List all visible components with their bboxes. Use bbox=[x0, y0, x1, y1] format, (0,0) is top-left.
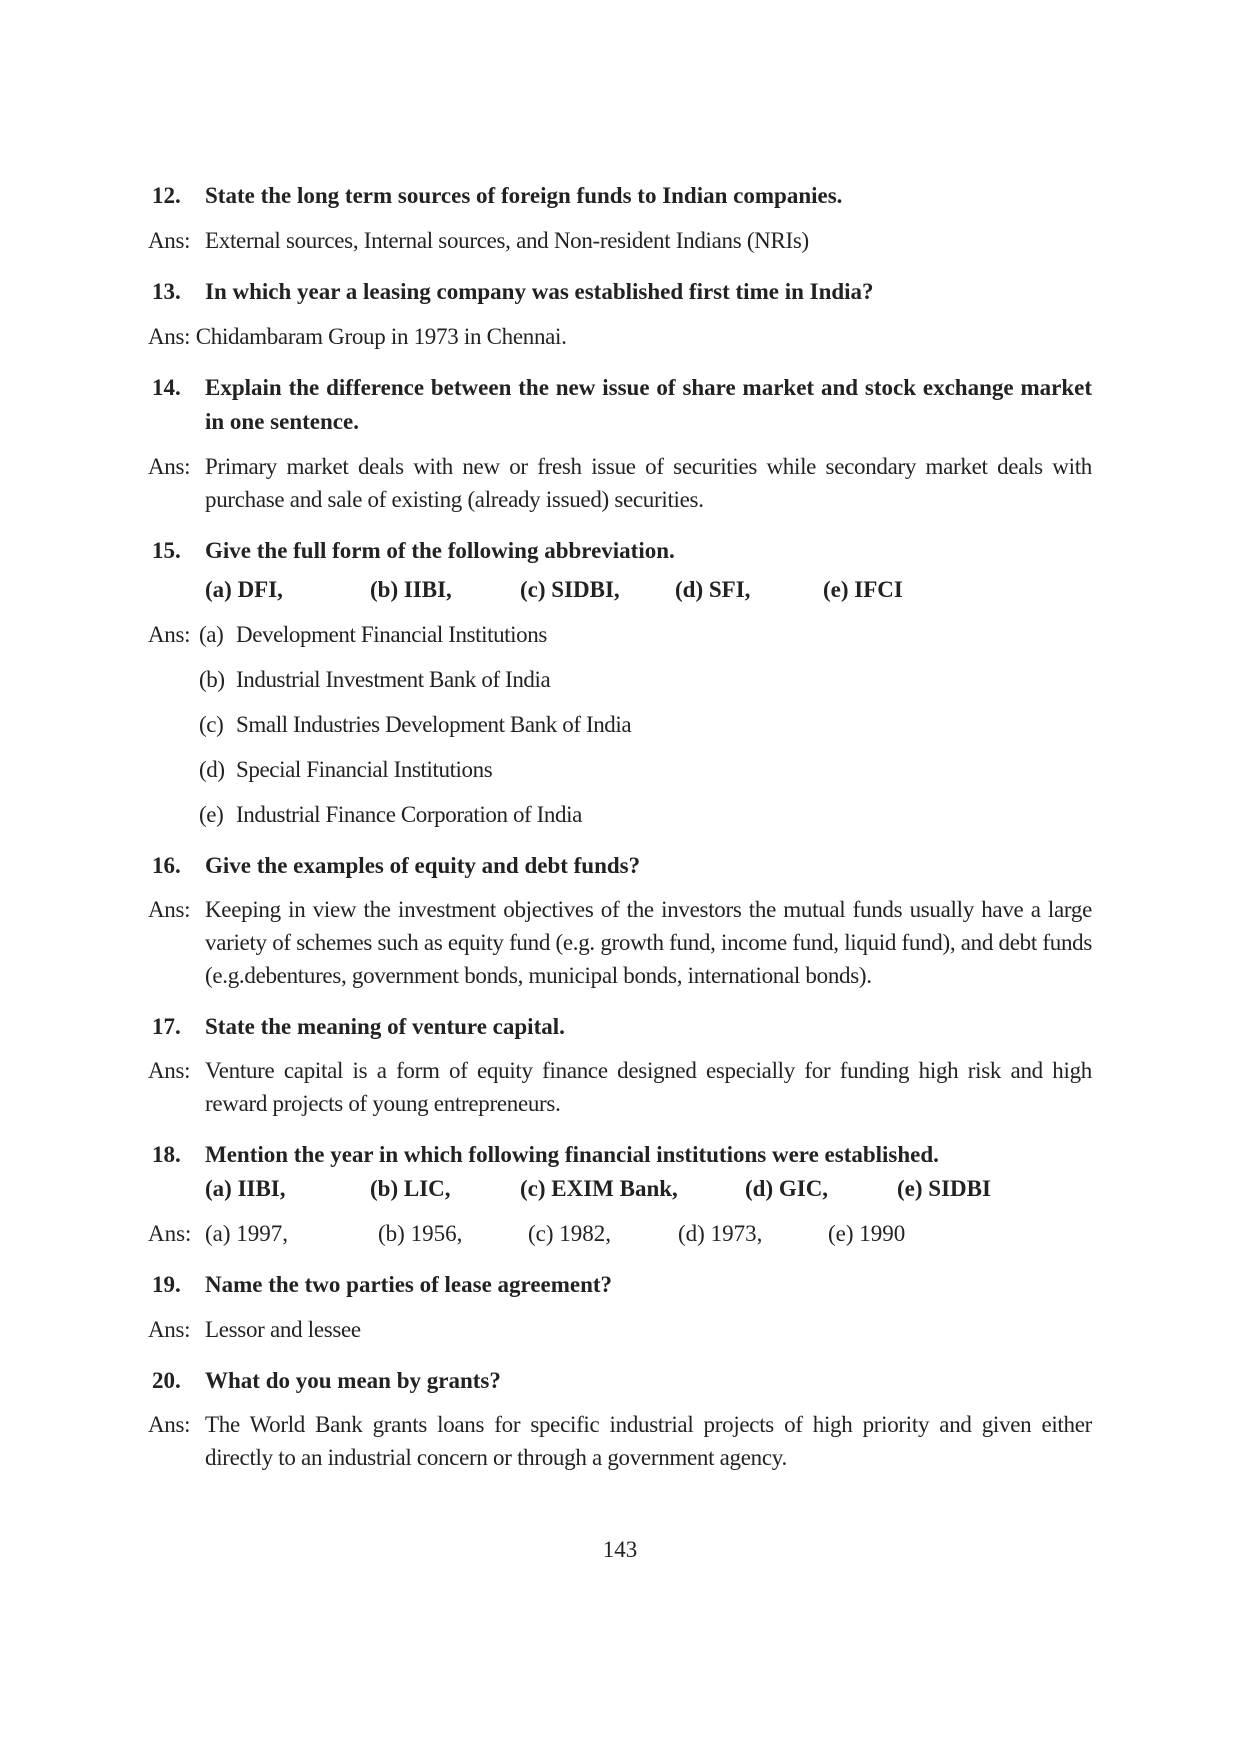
institution-item: (a) IIBI, bbox=[205, 1176, 286, 1201]
question-15 bbox=[152, 534, 1092, 568]
answer-16 bbox=[148, 893, 1092, 992]
question-number: 12. bbox=[152, 183, 181, 208]
question-text: Mention the year in which following financial institutions were established. bbox=[205, 1142, 939, 1167]
question-text: State the meaning of venture capital. bbox=[205, 1014, 565, 1039]
question-text: Give the examples of equity and debt funds? bbox=[205, 853, 641, 878]
question-text: In which year a leasing company was established first time in India? bbox=[205, 279, 874, 304]
answer-text: External sources, Internal sources, and Non-resident Indians (NRIs) bbox=[205, 228, 809, 253]
answer-label: Ans: bbox=[148, 1412, 191, 1437]
answer-label: Ans: bbox=[148, 622, 191, 647]
answer-text: Ans: Chidambaram Group in 1973 in Chennai. bbox=[148, 324, 567, 349]
question-number: 20. bbox=[152, 1368, 181, 1393]
answer-15-item-e bbox=[199, 798, 582, 831]
answer-label: Ans: bbox=[148, 1221, 192, 1246]
question-19 bbox=[152, 1268, 1092, 1302]
item-text: Special Financial Institutions bbox=[236, 757, 493, 782]
question-number: 19. bbox=[152, 1272, 181, 1297]
item-letter: (a) bbox=[199, 622, 224, 647]
question-number: 13. bbox=[152, 279, 181, 304]
question-number: 17. bbox=[152, 1014, 181, 1039]
answer-text: Lessor and lessee bbox=[205, 1317, 361, 1342]
answer-text: The World Bank grants loans for specific industrial projects of high priority and given either directly to an industrial concern or through a government agency. bbox=[205, 1412, 1092, 1470]
question-20 bbox=[152, 1364, 1092, 1398]
answer-label: Ans: bbox=[148, 1317, 191, 1342]
question-12 bbox=[152, 179, 1092, 213]
question-13 bbox=[152, 275, 1092, 309]
year-item: (a) 1997, bbox=[205, 1221, 289, 1246]
question-number: 18. bbox=[152, 1142, 181, 1167]
institution-item: (b) LIC, bbox=[370, 1176, 451, 1201]
answer-label: Ans: bbox=[148, 1058, 191, 1083]
abbreviation-item: (b) IIBI, bbox=[370, 577, 452, 602]
answer-label: Ans: bbox=[148, 897, 191, 922]
abbreviation-item: (e) IFCI bbox=[823, 577, 903, 602]
institution-item: (e) SIDBI bbox=[897, 1176, 991, 1201]
item-text: Industrial Finance Corporation of India bbox=[236, 802, 582, 827]
question-17 bbox=[152, 1010, 1092, 1044]
question-text: State the long term sources of foreign funds to Indian companies. bbox=[205, 183, 843, 208]
item-letter: (c) bbox=[199, 712, 224, 737]
item-letter: (e) bbox=[199, 802, 224, 827]
answer-19 bbox=[148, 1313, 1092, 1346]
answer-15-item-d bbox=[199, 753, 492, 786]
year-item: (b) 1956, bbox=[378, 1221, 463, 1246]
answer-20 bbox=[148, 1408, 1092, 1474]
question-14 bbox=[152, 371, 1092, 439]
answer-17 bbox=[148, 1054, 1092, 1120]
question-text: What do you mean by grants? bbox=[205, 1368, 501, 1393]
answer-12 bbox=[148, 224, 1092, 257]
page-number: 143 bbox=[602, 1537, 638, 1562]
item-text: Industrial Investment Bank of India bbox=[236, 667, 551, 692]
item-letter: (b) bbox=[199, 667, 225, 692]
answer-text: Venture capital is a form of equity finance designed especially for funding high risk and high reward projects of young entrepreneurs. bbox=[205, 1058, 1092, 1116]
answer-15-item-b bbox=[199, 663, 550, 696]
item-letter: (d) bbox=[199, 757, 225, 782]
answer-15-item-c bbox=[199, 708, 631, 741]
institution-item: (c) EXIM Bank, bbox=[520, 1176, 678, 1201]
question-16 bbox=[152, 849, 1092, 883]
abbreviation-item: (c) SIDBI, bbox=[520, 577, 620, 602]
year-item: (d) 1973, bbox=[678, 1221, 763, 1246]
item-text: Small Industries Development Bank of India bbox=[236, 712, 632, 737]
abbreviation-item: (a) DFI, bbox=[205, 577, 283, 602]
question-18 bbox=[152, 1138, 1092, 1172]
answer-text: Keeping in view the investment objectives of the investors the mutual funds usually have a large variety of schemes such as equity fund (e.g. growth fund, income fund, liquid fund), and debt funds (e.g.debentures, government bonds, municipal bonds, international bonds). bbox=[205, 897, 1092, 988]
question-number: 16. bbox=[152, 853, 181, 878]
answer-15-item-a bbox=[199, 618, 547, 651]
year-item: (c) 1982, bbox=[528, 1221, 612, 1246]
institution-item: (d) GIC, bbox=[745, 1176, 829, 1201]
question-number: 14. bbox=[152, 375, 181, 400]
question-text: Give the full form of the following abbreviation. bbox=[205, 538, 675, 563]
question-text: Explain the difference between the new issue of share market and stock exchange market in one sentence. bbox=[205, 375, 1092, 434]
year-item: (e) 1990 bbox=[828, 1221, 906, 1246]
answer-label: Ans: bbox=[148, 228, 191, 253]
answer-14 bbox=[148, 450, 1092, 516]
answer-text: Primary market deals with new or fresh issue of securities while secondary market deals with purchase and sale of existing (already issued) securities. bbox=[205, 454, 1092, 512]
item-text: Development Financial Institutions bbox=[236, 622, 547, 647]
question-number: 15. bbox=[152, 538, 181, 563]
abbreviation-item: (d) SFI, bbox=[675, 577, 751, 602]
answer-13 bbox=[148, 320, 1092, 353]
answer-label: Ans: bbox=[148, 454, 191, 479]
question-text: Name the two parties of lease agreement? bbox=[205, 1272, 613, 1297]
